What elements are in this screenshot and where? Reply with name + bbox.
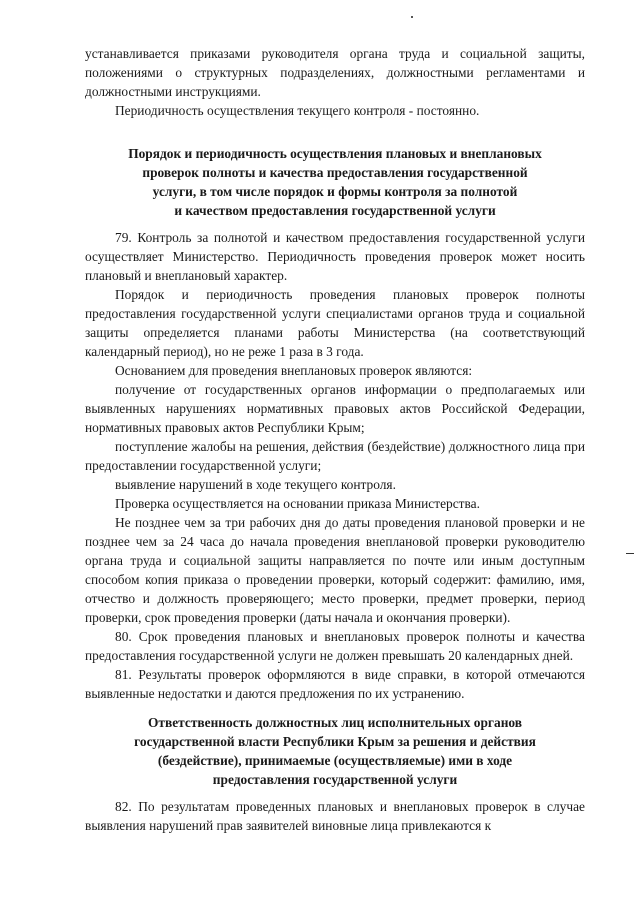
paragraph: поступление жалобы на решения, действия (бездействие) должностного лица при предоставлении государственной услуги; — [85, 439, 585, 473]
paragraph: Не позднее чем за три рабочих дня до даты проведения плановой проверки и не позднее чем за 24 часа до начала проведения внеплановой проверки руководителю органа труда и социальной защиты направляется по почте или иным доступным способом копия приказа о проведении проверки, который содержит: фамилию, имя, отчество и должность проверяющего; место проверки, предмет проверки, период проверки, срок проведения проверки (даты начала и окончания проверки). — [85, 515, 585, 625]
heading-line: и качеством предоставления государственной услуги — [174, 203, 496, 218]
paragraph: 81. Результаты проверок оформляются в виде справки, в которой отмечаются выявленные недостатки и даются предложения по их устранению. — [85, 667, 585, 701]
heading-line: (бездействие), принимаемые (осуществляемые) ими в ходе — [157, 753, 513, 768]
heading-line: предоставления государственной услуги — [212, 772, 458, 787]
section-heading-1 — [85, 144, 585, 220]
heading-line: Ответственность должностных лиц исполнительных органов — [147, 715, 523, 730]
body-text-1 — [85, 228, 585, 703]
paragraph: выявление нарушений в ходе текущего контроля. — [115, 477, 396, 492]
body-text-2 — [85, 797, 585, 835]
paragraph: устанавливается приказами руководителя органа труда и социальной защиты, положениями о структурных подразделениях, должностными регламентами и должностными инструкциями. — [85, 46, 585, 99]
paragraph: 80. Срок проведения плановых и внеплановых проверок полноты и качества предоставления государственной услуги не должен превышать 20 календарных дней. — [85, 629, 585, 663]
paragraph: Порядок и периодичность проведения плановых проверок полноты предоставления государственной услуги специалистами органов труда и социальной защиты определяется планами работы Министерства (на соответствующий календарный период), но не реже 1 раза в 3 года. — [85, 287, 585, 359]
section-heading-2 — [85, 713, 585, 789]
heading-line: проверок полноты и качества предоставления государственной — [142, 165, 528, 180]
paragraph: Периодичность осуществления текущего контроля - постоянно. — [115, 103, 480, 118]
scan-speck — [411, 16, 413, 18]
paragraph: 82. По результатам проведенных плановых и внеплановых проверок в случае выявления нарушений прав заявителей виновные лица привлекаются к — [85, 799, 585, 833]
heading-line: Порядок и периодичность осуществления плановых и внеплановых — [128, 146, 542, 161]
top-text — [85, 44, 585, 120]
heading-line: государственной власти Республики Крым за решения и действия — [134, 734, 536, 749]
margin-dash — [626, 553, 634, 554]
paragraph: 79. Контроль за полнотой и качеством предоставления государственной услуги осуществляет Министерство. Периодичность проведения проверок может носить плановый и внеплановый характер. — [85, 230, 585, 283]
paragraph: Основанием для проведения внеплановых проверок являются: — [115, 363, 473, 378]
paragraph: получение от государственных органов информации о предполагаемых или выявленных нарушениях нормативных правовых актов Российской Федерации, нормативных правовых актов Республики Крым; — [85, 382, 585, 435]
paragraph: Проверка осуществляется на основании приказа Министерства. — [115, 496, 480, 511]
heading-line: услуги, в том числе порядок и формы контроля за полнотой — [152, 184, 518, 199]
